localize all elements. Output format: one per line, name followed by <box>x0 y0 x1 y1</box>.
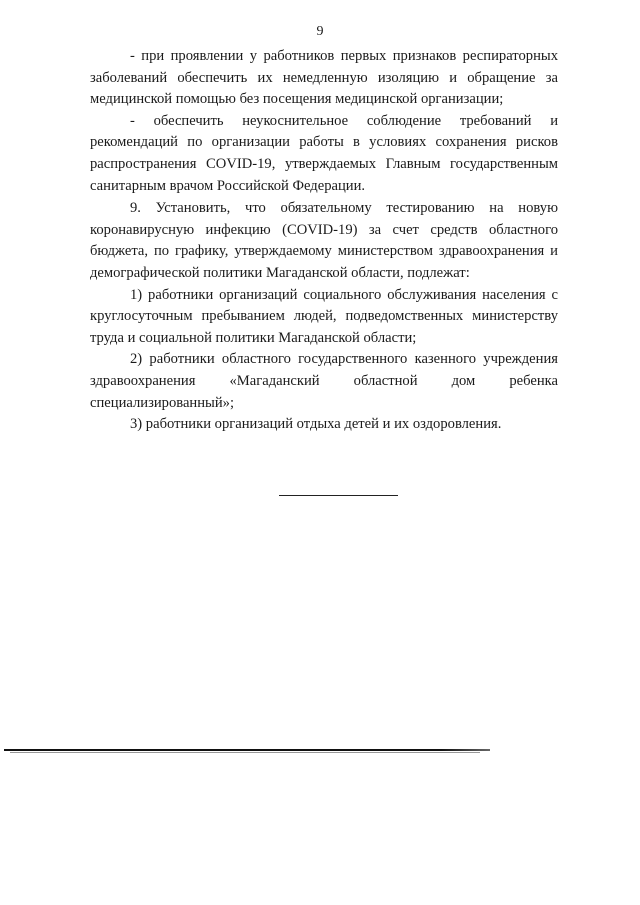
scan-artifact-line-thin <box>10 752 480 753</box>
paragraph-subitem-1: 1) работники организаций социального обслуживания населения с круглосуточным пребыванием людей, подведомственных министерству труда и социальной политики Магаданской области; <box>90 286 558 346</box>
paragraph-subitem-3: 3) работники организаций отдыха детей и их оздоровления. <box>130 416 502 433</box>
page-number: 9 <box>316 24 324 39</box>
end-separator-line <box>279 495 398 496</box>
paragraph-isolation-clause: - при проявлении у работников первых признаков респираторных заболеваний обеспечить их немедленную изоляцию и обращение за медицинской помощью без посещения медицинской организации; <box>90 48 558 108</box>
scan-artifact-line <box>4 749 490 751</box>
paragraph-testing-item-9: 9. Установить, что обязательному тестированию на новую коронавирусную инфекцию (COVID-19) за счет средств областного бюджета, по графику, утверждаемому министерством здравоохранения и демографической политики Магаданской области, подлежат: <box>90 200 558 281</box>
paragraph-compliance-clause: - обеспечить неукоснительное соблюдение требований и рекомендаций по организации работы в условиях сохранения рисков распространения COVID-19, утверждаемых Главным государственным санитарным врачом Российской Федерации. <box>90 112 558 194</box>
paragraph-subitem-2: 2) работники областного государственного казенного учреждения здравоохранения «Магаданский областной дом ребенка специализированный»; <box>90 351 558 411</box>
document-body <box>90 46 558 436</box>
